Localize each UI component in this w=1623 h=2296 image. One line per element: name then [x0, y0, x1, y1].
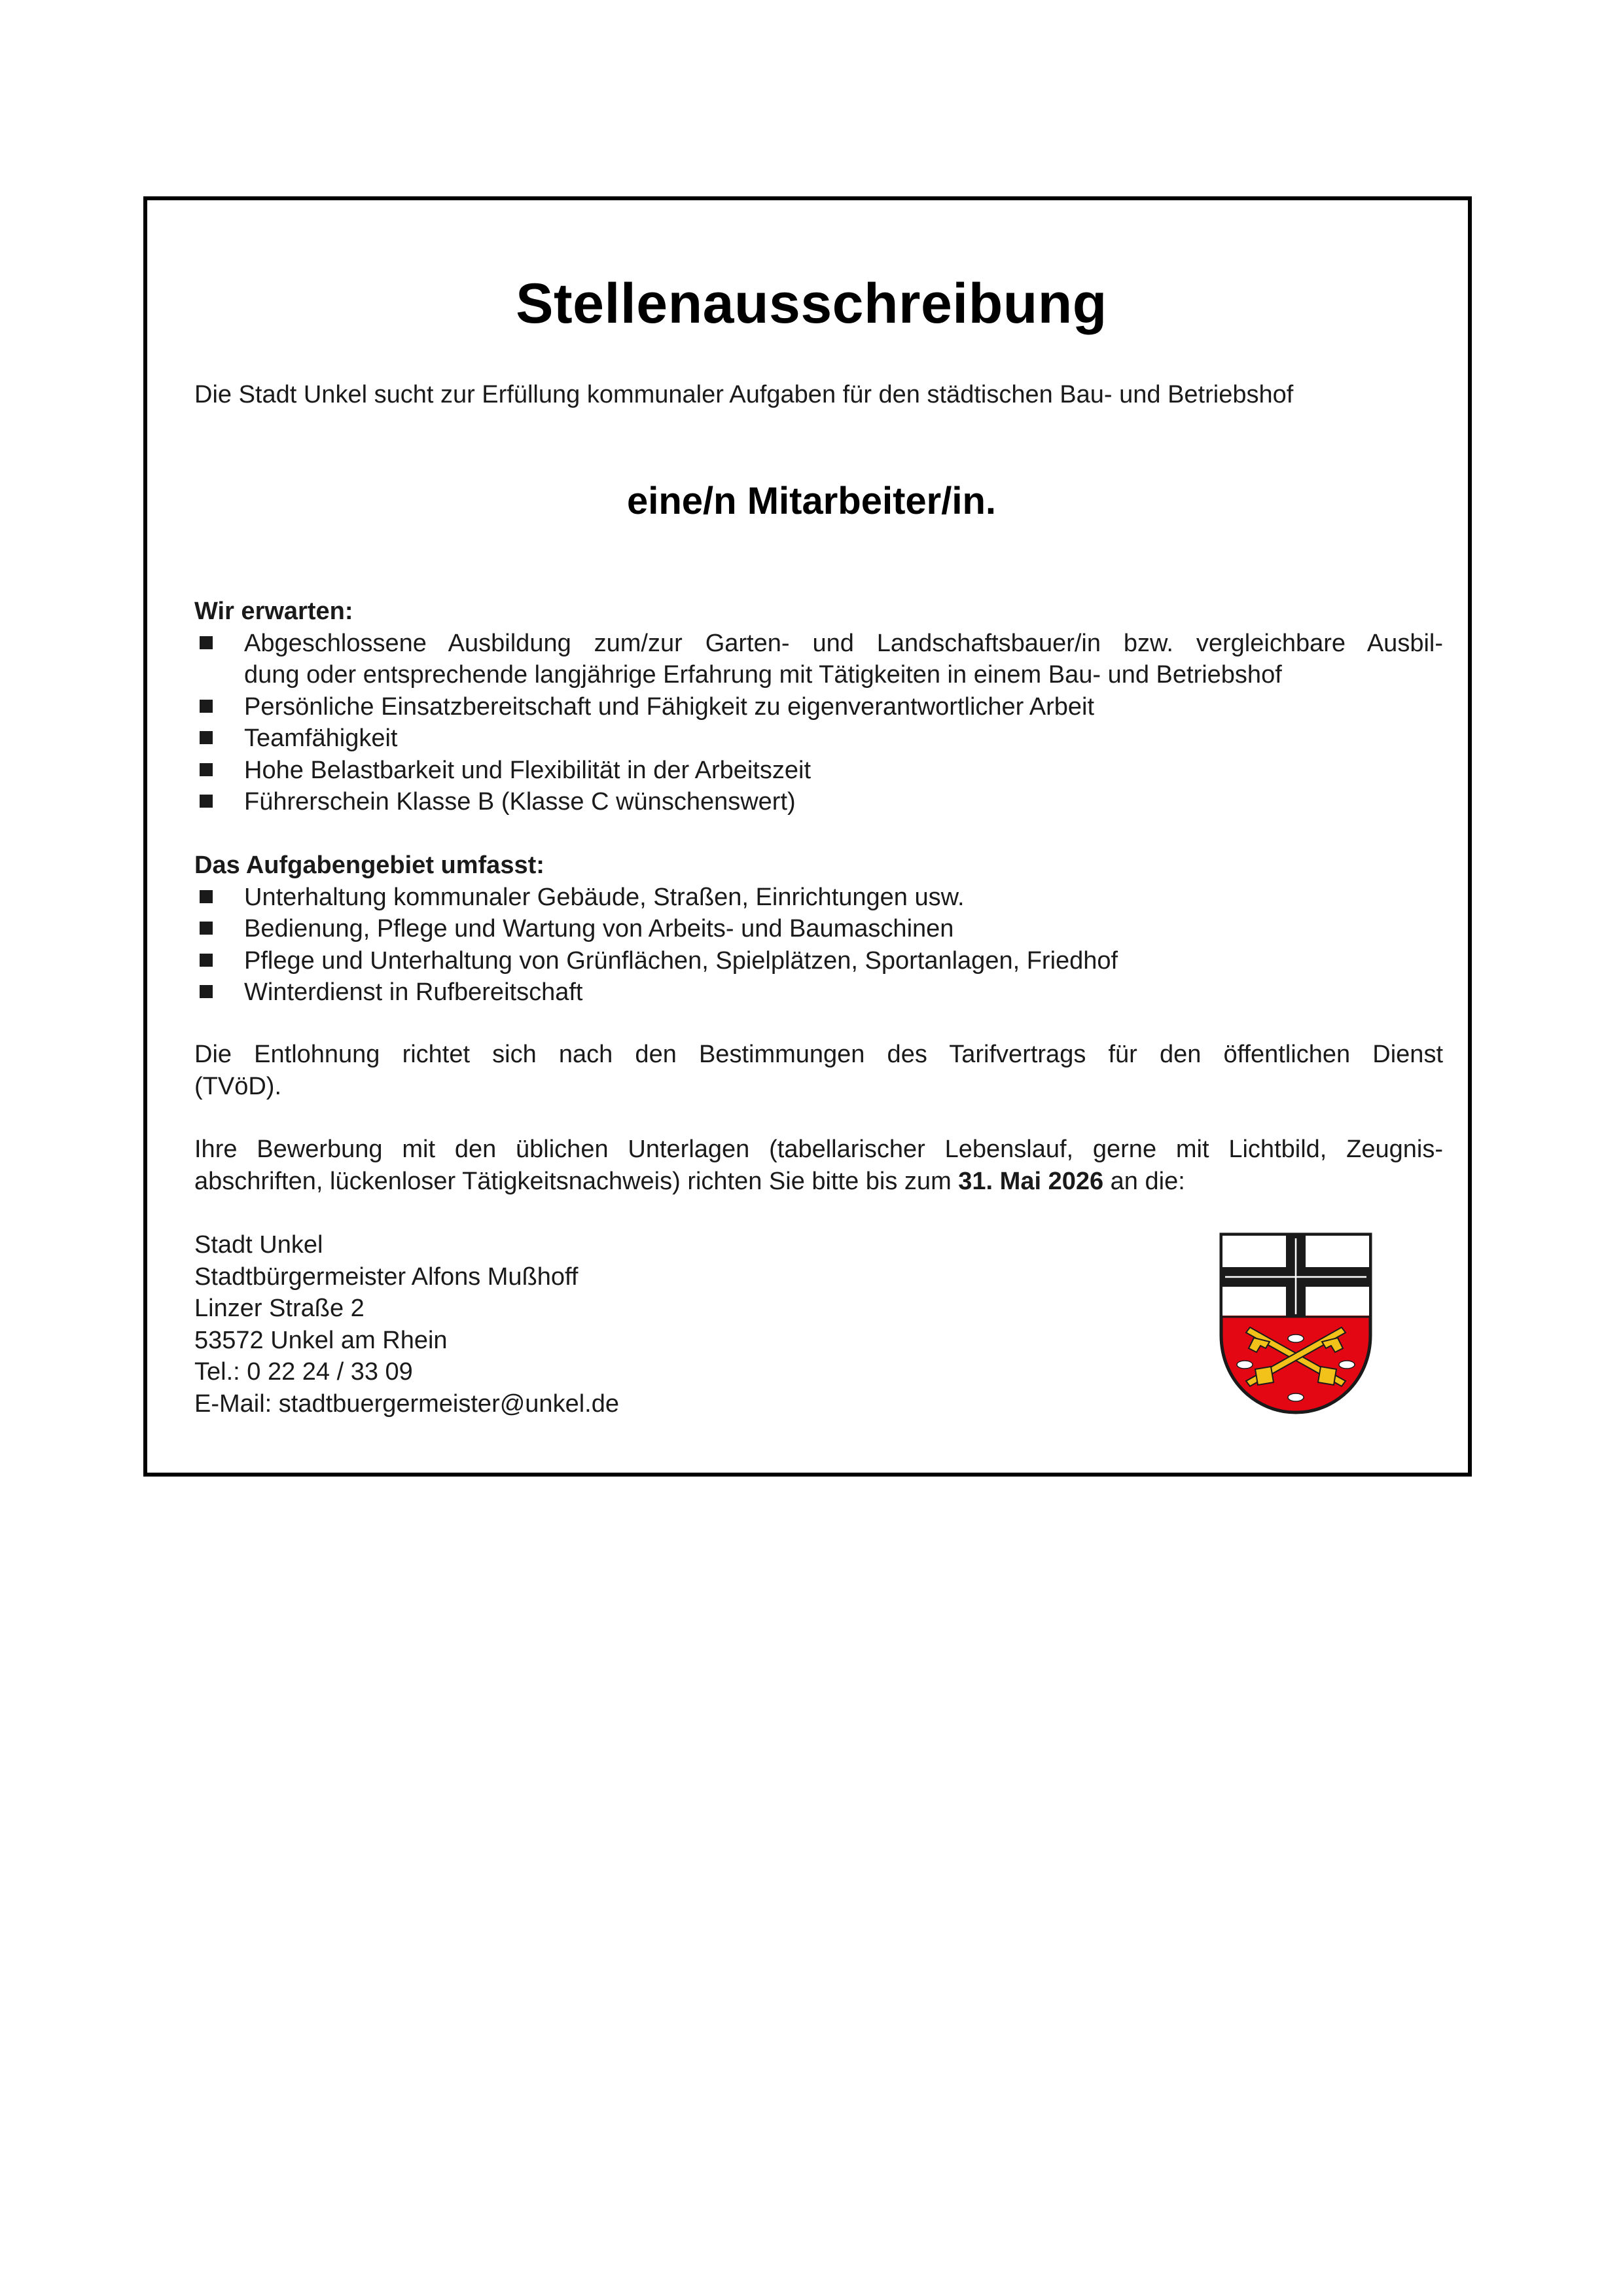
- expectations-list: [194, 628, 1443, 818]
- list-item: [194, 913, 1443, 945]
- list-item: [194, 977, 1443, 1009]
- list-item-text: Bedienung, Pflege und Wartung von Arbeits- und Baumaschinen: [244, 915, 954, 942]
- bullet-square-icon: [200, 763, 213, 776]
- list-item: [194, 882, 1443, 914]
- contact-street: Linzer Straße 2: [194, 1295, 365, 1322]
- expectations-section: [194, 596, 1443, 818]
- list-item-text: Winterdienst in Rufbereitschaft: [244, 978, 583, 1006]
- list-item: [194, 723, 1443, 755]
- expectations-heading: Wir erwarten:: [194, 598, 353, 625]
- list-item-text: Unterhaltung kommunaler Gebäude, Straßen, Einrichtungen usw.: [244, 883, 965, 911]
- list-item: [194, 628, 1443, 691]
- coat-of-arms-icon: [1217, 1230, 1374, 1417]
- list-item-text: Hohe Belastbarkeit und Flexibilität in der Arbeitszeit: [244, 756, 812, 784]
- bullet-square-icon: [200, 795, 213, 808]
- contact-phone[interactable]: Tel.: 0 22 24 / 33 09: [194, 1358, 413, 1386]
- list-item-text: Pflege und Unterhaltung von Grünflächen, Spielplätzen, Sportanlagen, Friedhof: [244, 946, 1118, 975]
- application-line: [194, 1166, 1443, 1198]
- bullet-square-icon: [200, 954, 213, 967]
- intro-text: Die Stadt Unkel sucht zur Erfüllung kommunaler Aufgaben für den städtischen Bau- und Betriebshof: [194, 381, 1294, 408]
- application-deadline: 31. Mai 2026: [958, 1167, 1104, 1195]
- contact-city: 53572 Unkel am Rhein: [194, 1326, 448, 1354]
- salary-paragraph: [194, 1039, 1443, 1102]
- bullet-square-icon: [200, 890, 213, 903]
- duties-heading: Das Aufgabengebiet umfasst:: [194, 852, 544, 879]
- bezant: [1288, 1335, 1304, 1342]
- bezant: [1237, 1361, 1253, 1369]
- duties-list: [194, 882, 1443, 1009]
- list-item: [194, 755, 1443, 787]
- salary-line: Die Entlohnung richtet sich nach den Bestimmungen des Tarifvertrags für den öffentlichen Dienst: [194, 1041, 1443, 1068]
- application-text: an die:: [1103, 1167, 1185, 1195]
- position-title: eine/n Mitarbeiter/in.: [627, 480, 996, 522]
- bullet-square-icon: [200, 922, 213, 935]
- page-title: Stellenausschreibung: [516, 272, 1107, 335]
- salary-line: (TVöD).: [194, 1072, 281, 1100]
- bullet-square-icon: [200, 985, 213, 998]
- application-line: Ihre Bewerbung mit den üblichen Unterlagen (tabellarischer Lebenslauf, gerne mit Lichtbild, Zeugnis-: [194, 1136, 1443, 1163]
- list-item: [194, 691, 1443, 723]
- list-item-text: Teamfähigkeit: [244, 725, 398, 752]
- application-paragraph: [194, 1134, 1443, 1197]
- bezant: [1288, 1393, 1304, 1401]
- bullet-square-icon: [200, 731, 213, 744]
- contact-email[interactable]: E-Mail: stadtbuergermeister@unkel.de: [194, 1390, 619, 1418]
- application-text: abschriften, lückenloser Tätigkeitsnachweis) richten Sie bitte bis zum: [194, 1167, 959, 1195]
- list-item-text-line: Abgeschlossene Ausbildung zum/zur Garten- und Landschaftsbauer/in bzw. vergleichbare Ausbil-: [244, 629, 1443, 657]
- contact-organization: Stadt Unkel: [194, 1231, 323, 1259]
- bullet-square-icon: [200, 700, 213, 713]
- list-item-text: Persönliche Einsatzbereitschaft und Fähigkeit zu eigenverantwortlicher Arbeit: [244, 692, 1095, 721]
- bezant: [1339, 1361, 1355, 1369]
- list-item-text-line: dung oder entsprechende langjährige Erfahrung mit Tätigkeiten in einem Bau- und Betriebshof: [244, 661, 1282, 689]
- bullet-square-icon: [200, 636, 213, 649]
- contact-address: [194, 1229, 619, 1420]
- list-item: [194, 945, 1443, 977]
- list-item-text: Führerschein Klasse B (Klasse C wünschenswert): [244, 788, 796, 816]
- contact-person: Stadtbürgermeister Alfons Mußhoff: [194, 1263, 579, 1291]
- list-item: [194, 786, 1443, 818]
- duties-section: [194, 850, 1443, 1009]
